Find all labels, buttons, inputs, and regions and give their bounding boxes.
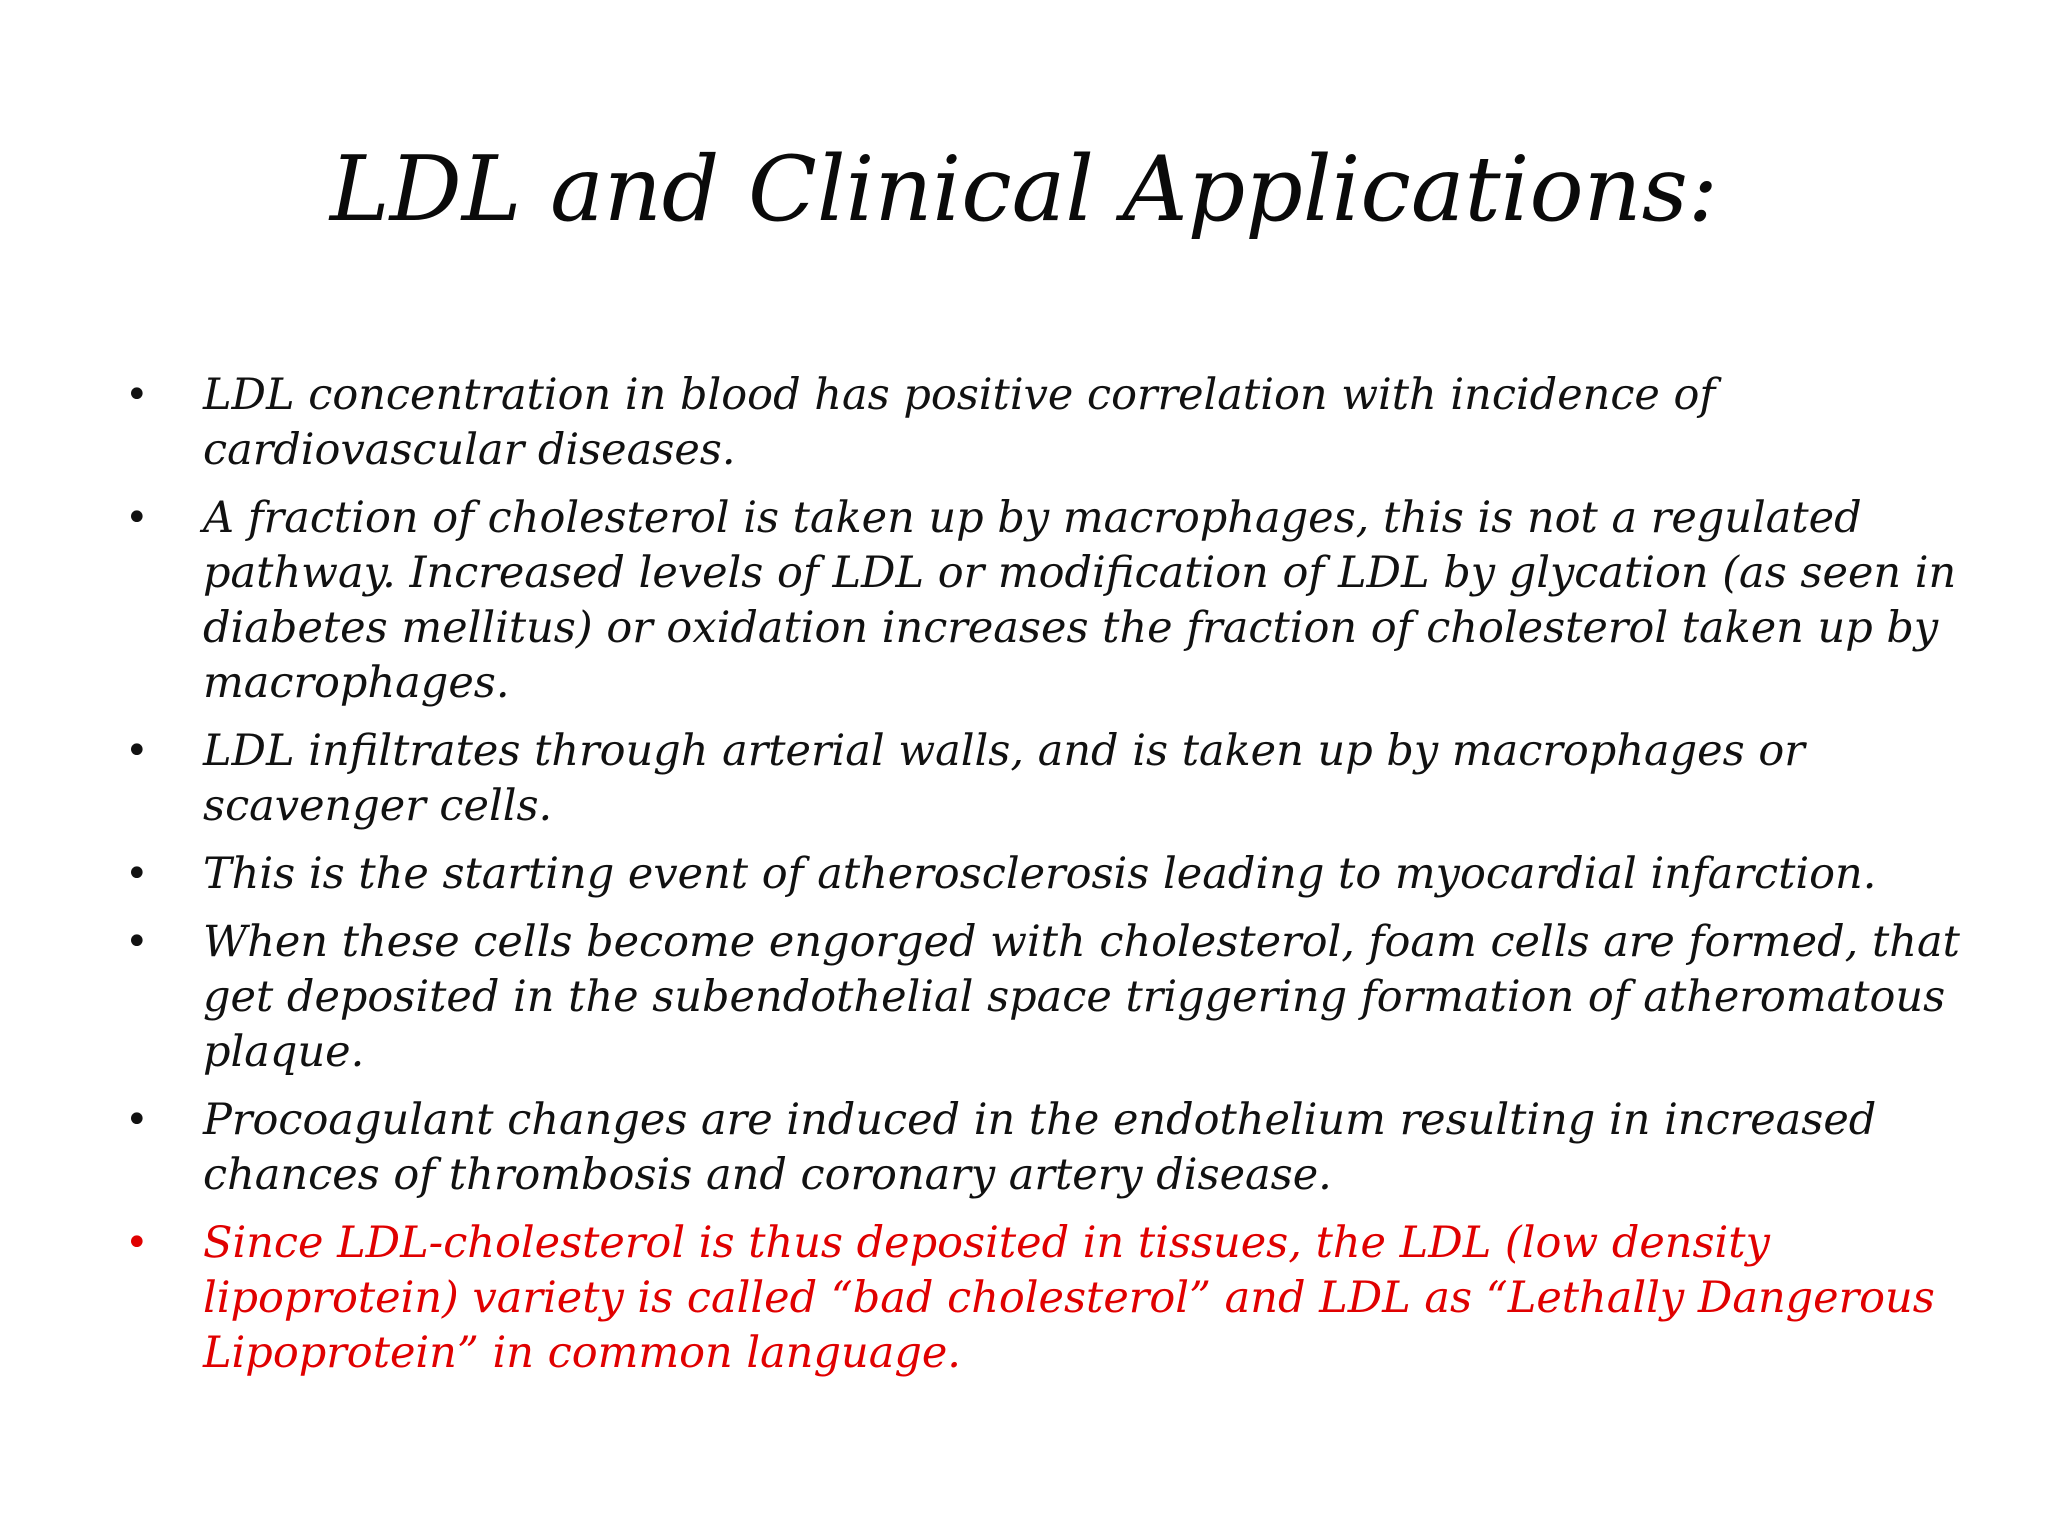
list-item-highlighted bbox=[115, 1216, 1975, 1381]
bullet-text: LDL concentration in blood has positive correlation with incidence of cardiovascular diseases. bbox=[203, 370, 1716, 475]
list-item bbox=[115, 491, 1975, 711]
bullet-icon: • bbox=[125, 728, 149, 774]
slide-title: LDL and Clinical Applications: bbox=[329, 137, 1719, 242]
bullet-icon: • bbox=[125, 495, 149, 541]
bullet-icon: • bbox=[125, 1220, 149, 1266]
list-item bbox=[115, 915, 1975, 1080]
bullet-text: A fraction of cholesterol is taken up by macrophages, this is not a regulated pathway. Increased levels of LDL or modification of LDL by glycation (as seen in diabetes mellitus) or oxidation increases the fraction of cholesterol taken up by macrophages. bbox=[203, 493, 1957, 708]
bullet-icon: • bbox=[125, 372, 149, 418]
bullet-text: This is the starting event of atherosclerosis leading to myocardial infarction. bbox=[203, 849, 1877, 899]
bullet-list bbox=[115, 368, 1975, 1394]
bullet-icon: • bbox=[125, 1097, 149, 1143]
bullet-icon: • bbox=[125, 919, 149, 965]
list-item bbox=[115, 1093, 1975, 1203]
list-item bbox=[115, 847, 1975, 902]
bullet-text: Since LDL-cholesterol is thus deposited in tissues, the LDL (low density lipoprotein) variety is called “bad cholesterol” and LDL as “Lethally Dangerous Lipoprotein” in common language. bbox=[203, 1218, 1935, 1378]
bullet-text: LDL infiltrates through arterial walls, and is taken up by macrophages or scavenger cells. bbox=[203, 726, 1805, 831]
list-item bbox=[115, 368, 1975, 478]
bullet-text: When these cells become engorged with cholesterol, foam cells are formed, that get deposited in the subendothelial space triggering formation of atheromatous plaque. bbox=[203, 917, 1960, 1077]
bullet-icon: • bbox=[125, 851, 149, 897]
list-item bbox=[115, 724, 1975, 834]
bullet-text: Procoagulant changes are induced in the endothelium resulting in increased chances of thrombosis and coronary artery disease. bbox=[203, 1095, 1877, 1200]
